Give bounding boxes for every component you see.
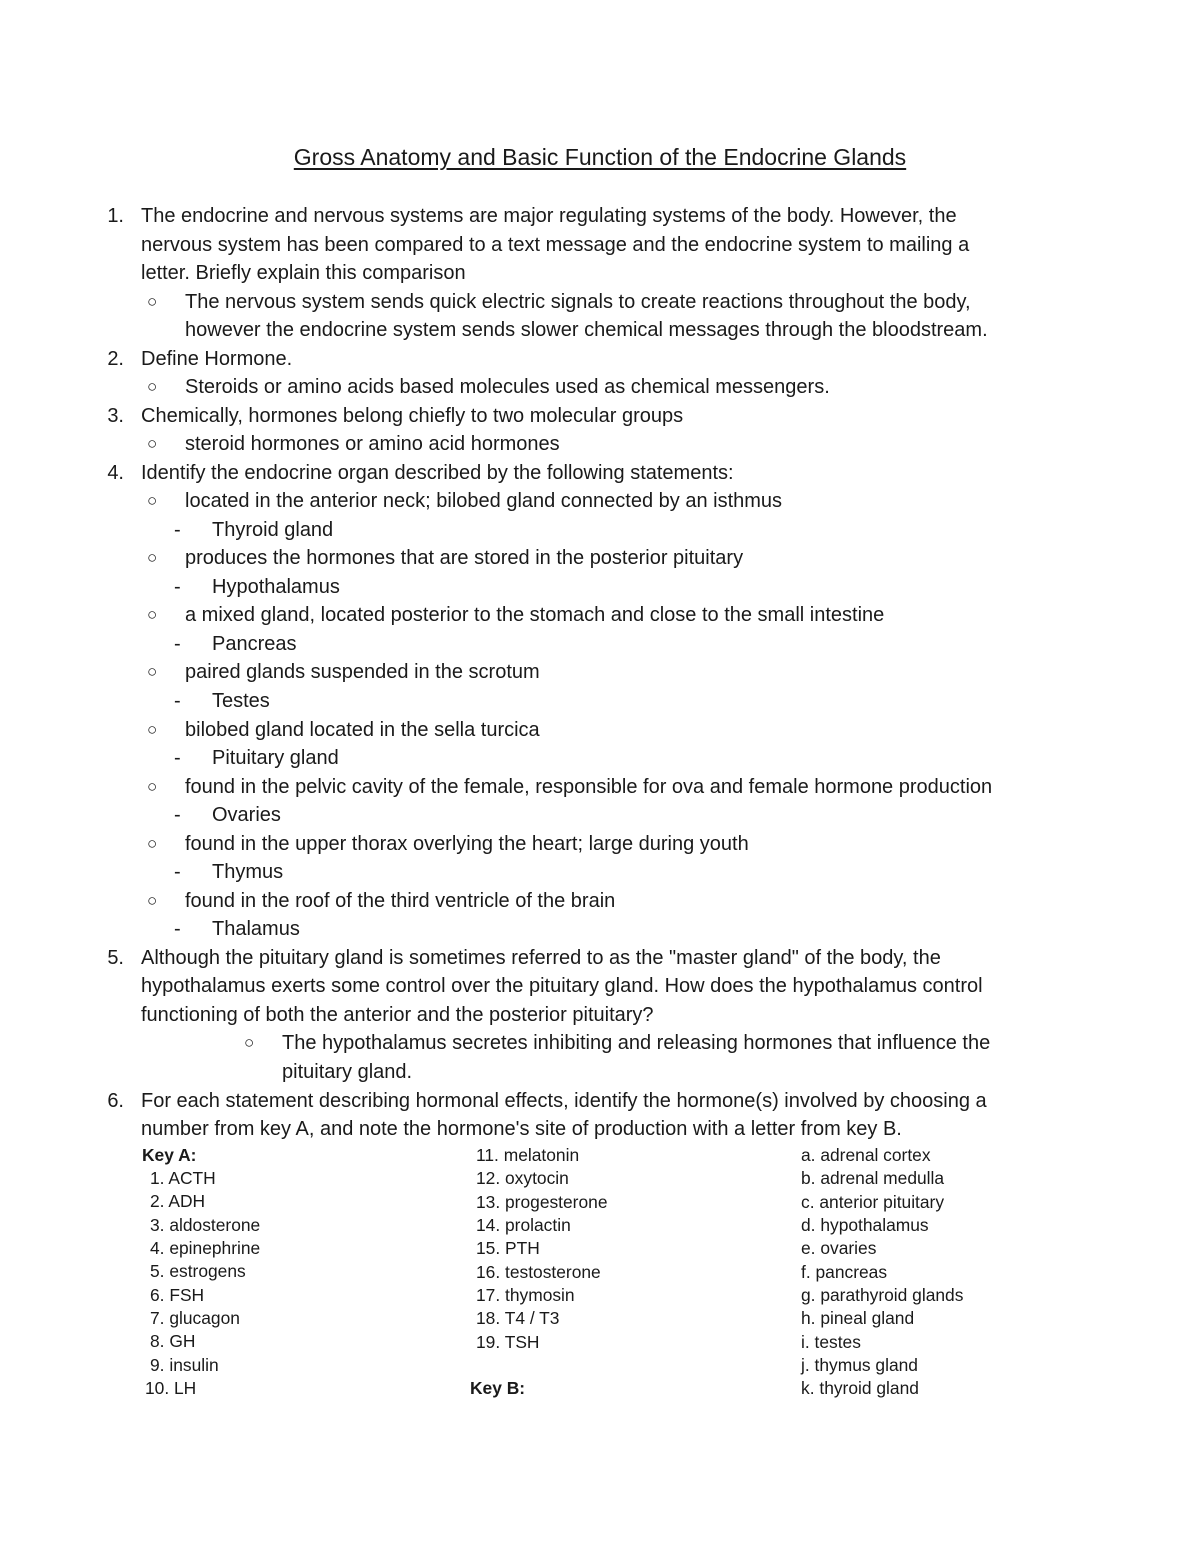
bullet-icon: ○ xyxy=(147,891,158,910)
key-a-item: 4. epinephrine xyxy=(150,1238,261,1259)
bullet-icon: ○ xyxy=(147,834,158,853)
key-a-item: 8. GH xyxy=(150,1331,196,1352)
answer-text: pituitary gland. xyxy=(282,1061,413,1083)
answer-text: Hypothalamus xyxy=(212,576,340,598)
key-a-column-1 xyxy=(150,1167,260,1377)
statement-text: a mixed gland, located posterior to the stomach and close to the small intestine xyxy=(185,604,885,626)
key-b-item: c. anterior pituitary xyxy=(801,1191,945,1212)
dash-icon: - xyxy=(174,804,181,826)
key-a-item: 12. oxytocin xyxy=(476,1168,569,1189)
key-a-item: 7. glucagon xyxy=(150,1308,240,1329)
key-a-heading: Key A: xyxy=(142,1145,197,1165)
question-number: 4. xyxy=(107,462,124,484)
question-text: nervous system has been compared to a text message and the endocrine system to mailing a xyxy=(141,234,970,256)
dash-icon: - xyxy=(174,576,181,598)
key-a-item: 5. estrogens xyxy=(150,1261,246,1282)
key-b-item: e. ovaries xyxy=(801,1238,877,1259)
answer-text: Thyroid gland xyxy=(212,519,334,541)
key-a-item: 18. T4 / T3 xyxy=(476,1308,560,1329)
question-number: 1. xyxy=(107,205,124,227)
answer-text: The hypothalamus secretes inhibiting and releasing hormones that influence the xyxy=(282,1032,991,1054)
question-text: Although the pituitary gland is sometimes referred to as the "master gland" of the body, the xyxy=(141,947,941,969)
bullet-icon: ○ xyxy=(147,720,158,739)
answer-text: steroid hormones or amino acid hormones xyxy=(185,433,560,455)
answer-text: Pancreas xyxy=(212,633,297,655)
key-b-item: a. adrenal cortex xyxy=(801,1145,931,1165)
question-text: Define Hormone. xyxy=(141,348,293,370)
bullet-icon: ○ xyxy=(147,434,158,453)
statement-text: bilobed gland located in the sella turcica xyxy=(185,719,540,741)
key-b-item: b. adrenal medulla xyxy=(801,1168,945,1189)
question-text: hypothalamus exerts some control over the pituitary gland. How does the hypothalamus control xyxy=(141,975,983,997)
question-text: letter. Briefly explain this comparison xyxy=(141,262,466,284)
question-number: 2. xyxy=(107,348,124,370)
bullet-icon: ○ xyxy=(147,491,158,510)
key-a-item: 15. PTH xyxy=(476,1238,540,1259)
statement-text: found in the pelvic cavity of the female, responsible for ova and female hormone production xyxy=(185,776,993,798)
key-a-item: 10. LH xyxy=(145,1378,197,1398)
question-number: 5. xyxy=(107,947,124,969)
question-number: 3. xyxy=(107,405,124,427)
answer-text: however the endocrine system sends slower chemical messages through the bloodstream. xyxy=(185,319,988,341)
bullet-icon: ○ xyxy=(147,605,158,624)
key-b-item: i. testes xyxy=(801,1331,861,1352)
bullet-icon: ○ xyxy=(244,1033,255,1052)
question-text: Identify the endocrine organ described by the following statements: xyxy=(141,462,734,484)
key-a-item: 1. ACTH xyxy=(150,1168,216,1188)
answer-text: Pituitary gland xyxy=(212,747,339,769)
key-a-item: 19. TSH xyxy=(476,1331,540,1352)
dash-icon: - xyxy=(174,918,181,940)
key-a-item: 14. prolactin xyxy=(476,1215,571,1236)
dash-icon: - xyxy=(174,690,181,712)
question-text: functioning of both the anterior and the posterior pituitary? xyxy=(141,1004,654,1026)
page-title: Gross Anatomy and Basic Function of the Endocrine Glands xyxy=(293,144,907,170)
statement-text: found in the roof of the third ventricle of the brain xyxy=(185,890,616,912)
question-text: For each statement describing hormonal effects, identify the hormone(s) involved by choosing a xyxy=(141,1090,987,1112)
bullet-icon: ○ xyxy=(147,662,158,681)
key-b-item: j. thymus gland xyxy=(801,1355,918,1376)
key-a-item: 3. aldosterone xyxy=(150,1214,261,1235)
key-a-item: 13. progesterone xyxy=(476,1191,608,1212)
key-b-item: f. pancreas xyxy=(801,1261,888,1282)
answer-text: Thymus xyxy=(212,861,284,883)
bullet-icon: ○ xyxy=(147,777,158,796)
key-a-item: 2. ADH xyxy=(150,1191,206,1212)
answer-text: Ovaries xyxy=(212,804,281,826)
key-b-item: h. pineal gland xyxy=(801,1308,915,1329)
key-a-item: 11. melatonin xyxy=(476,1145,580,1165)
bullet-icon: ○ xyxy=(147,548,158,567)
key-a-item: 6. FSH xyxy=(150,1284,205,1305)
key-b-heading: Key B: xyxy=(470,1378,526,1398)
key-a-item: 17. thymosin xyxy=(476,1285,575,1306)
key-b-column xyxy=(801,1144,963,1401)
key-a-item: 9. insulin xyxy=(150,1354,219,1375)
statement-text: paired glands suspended in the scrotum xyxy=(185,661,540,683)
answer-text: Thalamus xyxy=(212,918,300,940)
statement-text: produces the hormones that are stored in the posterior pituitary xyxy=(185,547,744,569)
key-a-item: 16. testosterone xyxy=(476,1261,601,1282)
key-b-item: d. hypothalamus xyxy=(801,1215,929,1236)
bullet-icon: ○ xyxy=(147,292,158,311)
question-text: number from key A, and note the hormone's site of production with a letter from key B. xyxy=(141,1118,902,1140)
answer-text: Steroids or amino acids based molecules used as chemical messengers. xyxy=(185,376,830,398)
key-a-column-2 xyxy=(476,1144,608,1354)
question-text: Chemically, hormones belong chiefly to two molecular groups xyxy=(141,405,684,427)
answer-text: The nervous system sends quick electric signals to create reactions throughout the body, xyxy=(185,291,971,313)
dash-icon: - xyxy=(174,861,181,883)
dash-icon: - xyxy=(174,519,181,541)
key-b-item: g. parathyroid glands xyxy=(801,1285,964,1306)
key-b-item: k. thyroid gland xyxy=(801,1378,919,1399)
bullet-icon: ○ xyxy=(147,377,158,396)
question-number: 6. xyxy=(107,1090,124,1112)
dash-icon: - xyxy=(174,633,181,655)
dash-icon: - xyxy=(174,747,181,769)
statement-text: located in the anterior neck; bilobed gland connected by an isthmus xyxy=(185,490,783,512)
statement-text: found in the upper thorax overlying the heart; large during youth xyxy=(185,833,749,855)
answer-text: Testes xyxy=(212,690,270,712)
question-text: The endocrine and nervous systems are major regulating systems of the body. However, the xyxy=(141,205,957,227)
